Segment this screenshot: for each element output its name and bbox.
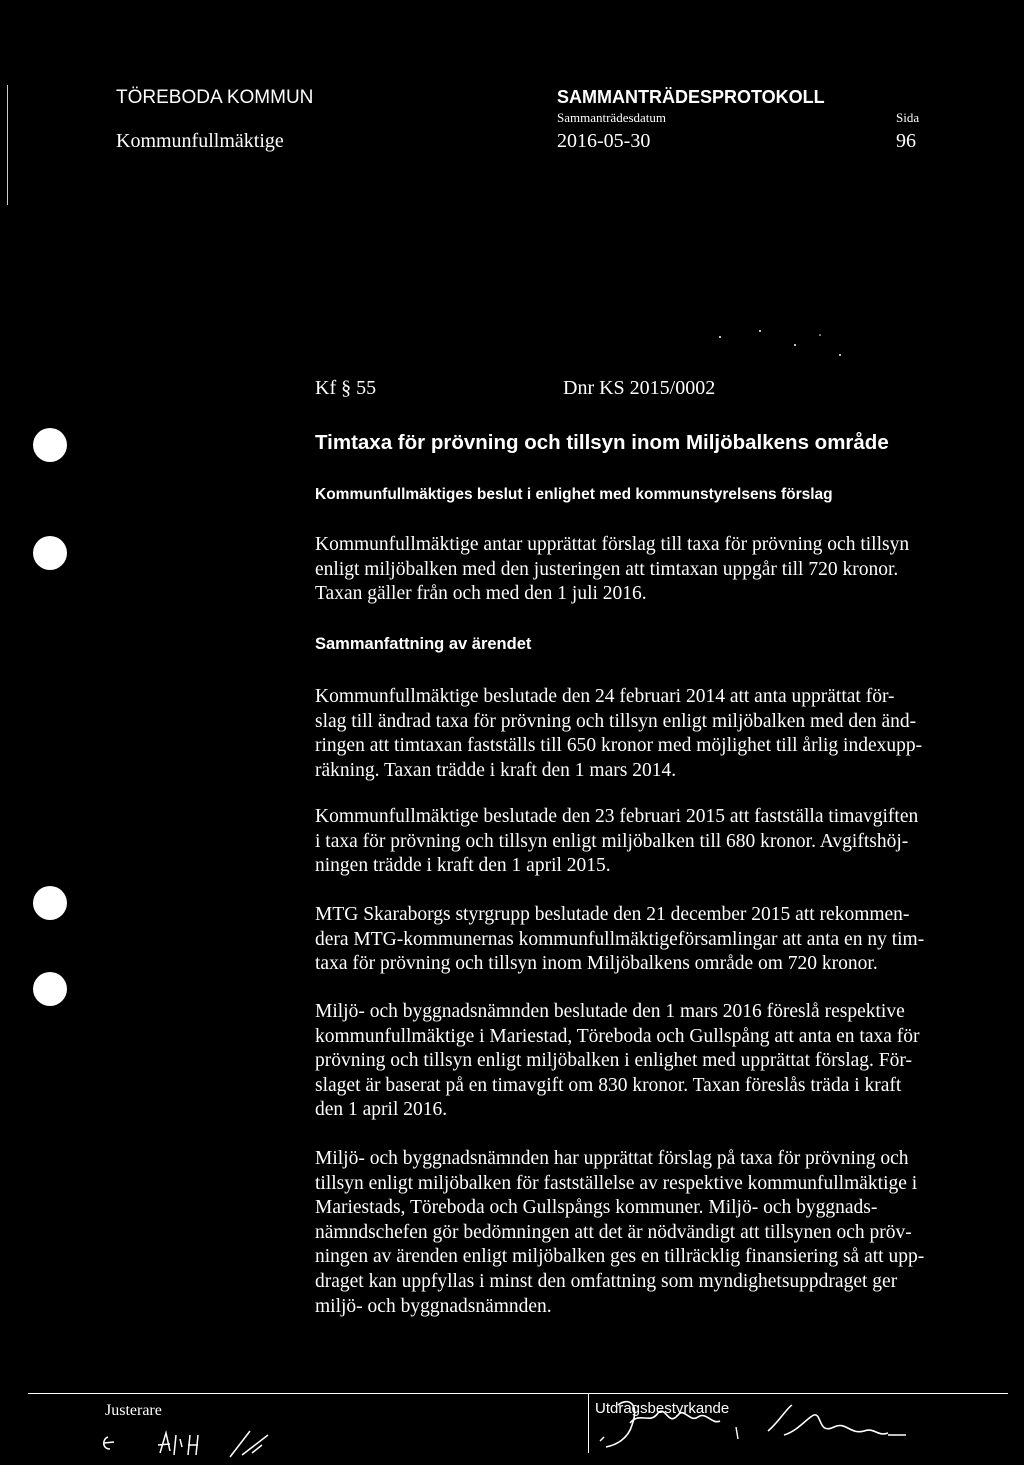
- text-line: Mariestads, Töreboda och Gullspångs kommuner. Miljö- och byggnads-: [315, 1197, 878, 1219]
- summary-heading: Sammanfattning av ärendet: [315, 635, 532, 653]
- text-line: taxa för prövning och tillsyn inom Miljöbalkens område om 720 kronor.: [315, 953, 878, 975]
- summary-paragraph-5: [315, 1147, 1005, 1319]
- municipality-name: TÖREBODA KOMMUN: [116, 87, 314, 108]
- page-label: Sida: [896, 110, 920, 125]
- text-line: den 1 april 2016.: [315, 1099, 448, 1121]
- scan-edge-line: [7, 85, 8, 205]
- summary-paragraph-4: [315, 1000, 1005, 1123]
- summary-paragraph-3: [315, 903, 1005, 977]
- adjuster-signatures: [100, 1425, 300, 1465]
- punch-hole-2: [33, 536, 67, 570]
- meeting-date: 2016-05-30: [557, 130, 651, 152]
- case-number: Dnr KS 2015/0002: [563, 377, 716, 399]
- text-line: MTG Skaraborgs styrgrupp beslutade den 21 december 2015 att rekommen-: [315, 904, 910, 925]
- text-line: i taxa för prövning och tillsyn enligt miljöbalken till 680 kronor. Avgiftshöj-: [315, 830, 909, 852]
- decision-line: Kommunfullmäktige antar upprättat förslag till taxa för prövning och tillsyn: [315, 534, 910, 555]
- text-line: ningen av ärenden enligt miljöbalken ges en tillräcklig finansiering så att upp-: [315, 1246, 925, 1268]
- date-label: Sammanträdesdatum: [557, 110, 667, 125]
- punch-hole-1: [33, 428, 67, 462]
- paragraph-number: Kf § 55: [315, 377, 377, 399]
- case-title: Timtaxa för prövning och tillsyn inom Miljöbalkens område: [315, 431, 889, 454]
- text-line: Kommunfullmäktige beslutade den 23 februari 2015 att fastställa timavgiften: [315, 806, 919, 827]
- extract-label: Utdragsbestyrkande: [595, 1400, 730, 1417]
- document-type: SAMMANTRÄDESPROTOKOLL: [557, 87, 825, 107]
- text-line: draget kan uppfyllas i minst den omfattning som myndighetsuppdraget ger: [315, 1270, 898, 1292]
- page-number: 96: [896, 130, 916, 152]
- scan-noise: [700, 325, 860, 365]
- text-line: tillsyn enligt miljöbalken för fastställelse av respektive kommunfullmäktige i: [315, 1172, 918, 1194]
- text-line: miljö- och byggnadsnämnden.: [315, 1295, 552, 1317]
- text-line: nämndschefen gör bedömningen att det är nödvändigt att tillsynen och pröv-: [315, 1221, 912, 1243]
- footer-rule-left: [28, 1393, 588, 1394]
- text-line: dera MTG-kommunernas kommunfullmäktigeförsamlingar att anta en ny tim-: [315, 928, 925, 950]
- text-line: Kommunfullmäktige beslutade den 24 februari 2014 att anta upprättat för-: [315, 686, 895, 707]
- text-line: ningen trädde i kraft den 1 april 2015.: [315, 855, 611, 877]
- body-name: Kommunfullmäktige: [116, 130, 284, 152]
- adjusters-label: Justerare: [105, 1402, 162, 1419]
- text-line: ringen att timtaxan fastställs till 650 kronor med möjlighet till årlig indexupp-: [315, 735, 923, 757]
- text-line: prövning och tillsyn enligt miljöbalken i enlighet med upprättat förslag. För-: [315, 1050, 912, 1072]
- text-line: Miljö- och byggnadsnämnden har upprättat förslag på taxa för prövning och: [315, 1148, 909, 1169]
- text-line: slag till ändrad taxa för prövning och tillsyn enligt miljöbalken med den änd-: [315, 710, 917, 732]
- summary-paragraph-2: [315, 805, 1005, 879]
- text-line: Miljö- och byggnadsnämnden beslutade den 1 mars 2016 föreslå respektive: [315, 1001, 905, 1022]
- punch-hole-3: [33, 886, 67, 920]
- decision-heading: Kommunfullmäktiges beslut i enlighet med kommunstyrelsens förslag: [315, 486, 833, 503]
- scan-noise-dots: [700, 325, 860, 365]
- decision-text: [315, 533, 1005, 607]
- summary-paragraph-1: [315, 685, 1005, 783]
- text-line: räkning. Taxan trädde i kraft den 1 mars 2014.: [315, 759, 677, 781]
- text-line: kommunfullmäktige i Mariestad, Töreboda och Gullspång att anta en taxa för: [315, 1025, 920, 1047]
- punch-hole-4: [33, 972, 67, 1006]
- extract-signatures: [588, 1395, 1008, 1465]
- decision-line: enligt miljöbalken med den justeringen att timtaxan uppgår till 720 kronor.: [315, 558, 899, 580]
- footer-rule-right: [588, 1393, 1008, 1394]
- text-line: slaget är baserat på en timavgift om 830 kronor. Taxan föreslås träda i kraft: [315, 1074, 902, 1096]
- decision-line: Taxan gäller från och med den 1 juli 2016.: [315, 583, 647, 605]
